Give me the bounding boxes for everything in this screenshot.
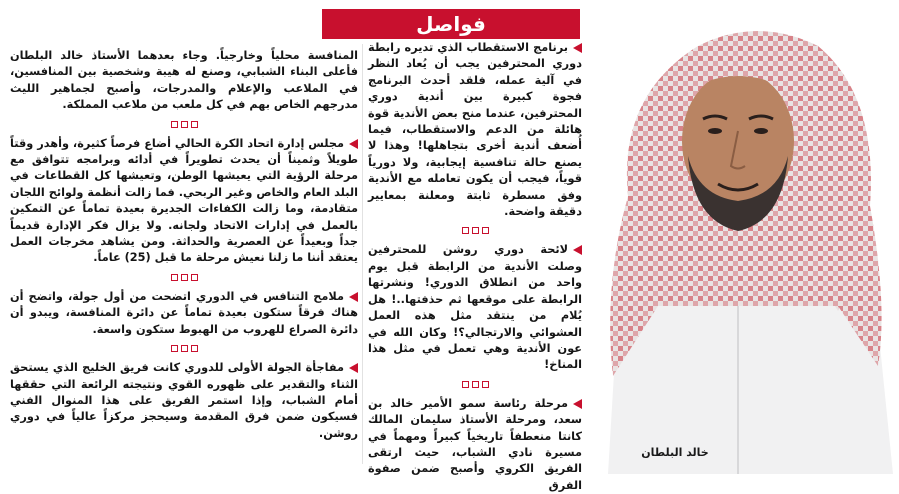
section-title-banner <box>322 9 580 39</box>
red-triangle-bullet-icon <box>349 139 358 149</box>
columnist-portrait-image <box>588 6 893 474</box>
square-icon <box>472 381 479 388</box>
photo-caption: خالد البلطان <box>641 446 709 459</box>
paragraph-text: لائحة دوري روشن للمحترفين وصلت الأندية من الرابطة قبل يوم واحد من انطلاق الدوري! ونشرتها الرابطة على موقعها ثم حذفتها..! هل يُلام من ينتقد مثل هذه العمل العشوائي والارتجالي؟! وكان الله في عون الأندية وهي تعمل في مثل هذا المناخ! <box>368 243 582 372</box>
square-icon <box>191 274 198 281</box>
section-separator <box>368 224 582 238</box>
article-column-right <box>368 40 582 492</box>
article-column-left <box>10 48 358 468</box>
paragraph <box>10 48 358 114</box>
paragraph <box>10 289 358 338</box>
square-icon <box>171 121 178 128</box>
square-icon <box>191 121 198 128</box>
square-icon <box>462 381 469 388</box>
section-separator <box>368 378 582 392</box>
paragraph-text: برنامج الاستقطاب الذي تديره رابطة دوري المحترفين يجب أن يُعاد النظر في آلية عمله، فلقد أحدث البرنامج فجوة كبيرة بين أندية دوري المحترفين، عندما منح بعض الأندية قوة هائلة من الدعم والاستقطاب، فيما أُضعف أندية أخرى بتجاهلها! وهذا لا يصنع حالة تنافسية إيجابية، ولا دورياً قوياً، فيجب أن يكون تعامله مع الأندية وفق مسطرة ثابتة ومعلنة بمعايير دقيقة واضحة. <box>368 41 582 219</box>
paragraph-text: مرحلة رئاسة سمو الأمير خالد بن سعد، ومرحلة الأستاذ سليمان المالك كانتا منعطفاً تاريخياً كبيراً ومهماً في مسيرة نادي الشباب، حيث ارتقى الفريق الكروي وأصبح ضمن صفوة الفرق <box>368 396 582 492</box>
square-icon <box>482 227 489 234</box>
square-icon <box>171 274 178 281</box>
square-icon <box>181 274 188 281</box>
square-icon <box>171 345 178 352</box>
paragraph <box>368 40 582 220</box>
red-triangle-bullet-icon <box>573 245 582 255</box>
red-triangle-bullet-icon <box>573 399 582 409</box>
section-separator <box>10 342 358 356</box>
paragraph-text: مجلس إدارة اتحاد الكرة الحالي أضاع فرصاً كثيرة، وأهدر وقتاً طويلاً وثميناً أن يحدث تطويراً في أدائه وبرامجه تتوافق مع مرحلة الرؤية التي يعيشها الوطن، وتعيشها كل القطاعات في البلد العام والخاص وغير الربحي. فما زالت أنظمة ولوائح اللجان متقادمة، وما زالت الكفاءات الجديرة بعيدة تماماً عن التمكين بالعمل في إدارات الاتحاد ولجانه. ولا يزال فكر الإدارة قديماً جداً وبعيداً عن العصرية والحداثة. ومن يشاهد مخرجات العمل يعتقد أننا ما زلنا نعيش مرحلة ما قبل (25) عاماً. <box>10 136 358 265</box>
columnist-photo <box>588 6 893 474</box>
square-icon <box>472 227 479 234</box>
red-triangle-bullet-icon <box>349 292 358 302</box>
paragraph <box>10 360 358 442</box>
section-separator <box>10 118 358 132</box>
paragraph-text: ملامح التنافس في الدوري اتضحت من أول جولة، واتضح أن هناك فرقاً ستكون بعيدة تماماً عن دائرة المنافسة، ويبدو أن دائرة الصراع للهروب من الهبوط ستكون واسعة. <box>10 289 358 336</box>
red-triangle-bullet-icon <box>349 363 358 373</box>
square-icon <box>462 227 469 234</box>
column-divider <box>362 44 363 464</box>
red-triangle-bullet-icon <box>573 43 582 53</box>
square-icon <box>482 381 489 388</box>
paragraph <box>368 242 582 373</box>
section-title: فواصل <box>416 12 486 36</box>
paragraph <box>368 396 582 494</box>
paragraph <box>10 136 358 267</box>
square-icon <box>181 121 188 128</box>
square-icon <box>191 345 198 352</box>
square-icon <box>181 345 188 352</box>
paragraph-text: المنافسة محلياً وخارجياً. وجاء بعدهما الأستاذ خالد البلطان فأعلى البناء الشبابي، وصنع له هيبة وشخصية بين المنافسين، في الملاعب والإعلام والمدرجات، وأصبح لجماهير الليث مدرجهم الخاص بهم في كل ملعب من ملاعب المملكة. <box>10 49 358 112</box>
section-separator <box>10 271 358 285</box>
paragraph-text: مفاجأة الجولة الأولى للدوري كانت فريق الخليج الذي يستحق الثناء والتقدير على ظهوره القوي ونتيجته الرائعة التي حققها أمام الشباب، وإذا استمر الفريق على هذا المنوال الفني فسيكون ضمن فرق المقدمة وسيحجز مركزاً عالياً في دوري روشن. <box>10 361 358 440</box>
